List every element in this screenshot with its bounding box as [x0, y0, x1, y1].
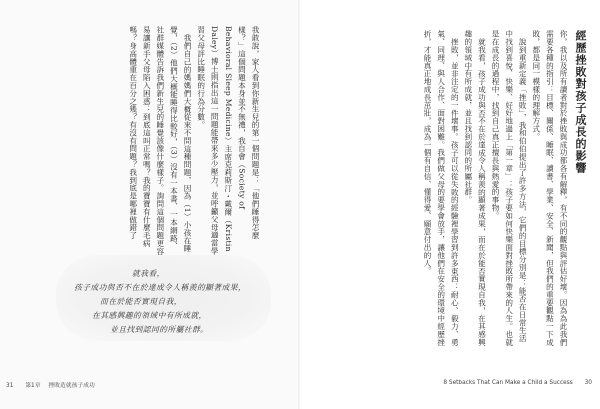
- pull-quote-text: [74, 267, 264, 337]
- right-page-number: 30: [584, 380, 592, 386]
- right-paragraph: 就我看，孩子成功與否不在於達成令人稱羨的顯著成果，而在於能否實現自我，在其感興趣的領域中有所成就，並且找到認同的所屬社群。: [463, 30, 487, 346]
- left-page-number: 31: [6, 383, 14, 389]
- right-paragraph: 挫敗，並非注定的一件壞事。孩子可以從失敗的經驗裡學習到許多東西：耐心、毅力、勇氣、同理、與人合作、面對困難。我們做父母的要學會放手，讓他們在安全的環境中經歷挫折，才能真正地成長茁壯，成為一個有自信、懂得愛、願意付出的人。: [423, 30, 460, 346]
- chapter-label: 第1章: [25, 383, 41, 389]
- book-title-footer: 8 Setbacks That Can Make a Child a Success: [443, 380, 573, 386]
- quote-line: 就我看，: [132, 269, 165, 278]
- quote-line: 孩子成功與否不在於達成令人稱羨的顯著成果，: [74, 283, 247, 292]
- quote-line: 在其感興趣的領域中有所成就，: [92, 311, 207, 320]
- right-footer: [443, 380, 592, 386]
- left-paragraph: 我們自己的媽媽們大概從來不問這種問題，因為（1）小孩在睡覺，（2）他們大概能睡得比較好，（3）沒有一本書、一本網路、社群媒體告訴我們新生兒的睡覺該像什麼樣子。詢問這個問題更容易讓新手父母陷入困惑：到底這叫正常嗎？我的寶寶有什麼毛病嗎？身高體重在百分之幾？有沒有問題？我到底是哪裡做錯了: [128, 26, 193, 256]
- right-paragraph: 說到重新定義「挫敗」，我和伯伯提出了許多方法，它們的目標分別是：能否在日常生活中找到喜悅、快樂、好好地過上「第一章」：孩子要如何快樂面對挫敗所帶來的人生。也就是在成長的過程中，找到自己真正擅長與熱愛的事物。: [491, 30, 528, 346]
- left-paragraph: 我敢說，家人看到你新生兒的第一個問題是：「他們睡得怎麼樣？」這個問題本身並不無禮，我自會（Society of Behavioral Sleep Medicine）主席克莉斯汀・戴爾（Kristin Daley）博士則指出這一問題能帶來多少壓力，並呼籲父母適當學習父母評比睡眠的行為分數。: [196, 26, 260, 255]
- section-heading: 經歷挫敗對孩子成長的影響: [574, 30, 587, 174]
- right-page-body: [330, 30, 570, 348]
- quote-line: 而在於能否實現自我，: [100, 297, 182, 306]
- right-paragraph: 你，我以及所有讀者對於挫敗與成功都各有解釋，有不同的觀點與評估好壞。因為為此我們需要各種的指引：目標、關係、睡眠、讀書、學業、安全、新聞，但我們的重要觀點一下成敗，都是同一模樣的理解方式。: [531, 30, 568, 346]
- left-page-body: [44, 26, 262, 256]
- quote-line: 並且找到認同的所屬社群。: [110, 325, 209, 334]
- pull-quote: [56, 255, 271, 341]
- chapter-title: 挫敗造就孩子成功: [48, 383, 95, 389]
- left-footer: [6, 380, 95, 389]
- right-page: [300, 0, 600, 409]
